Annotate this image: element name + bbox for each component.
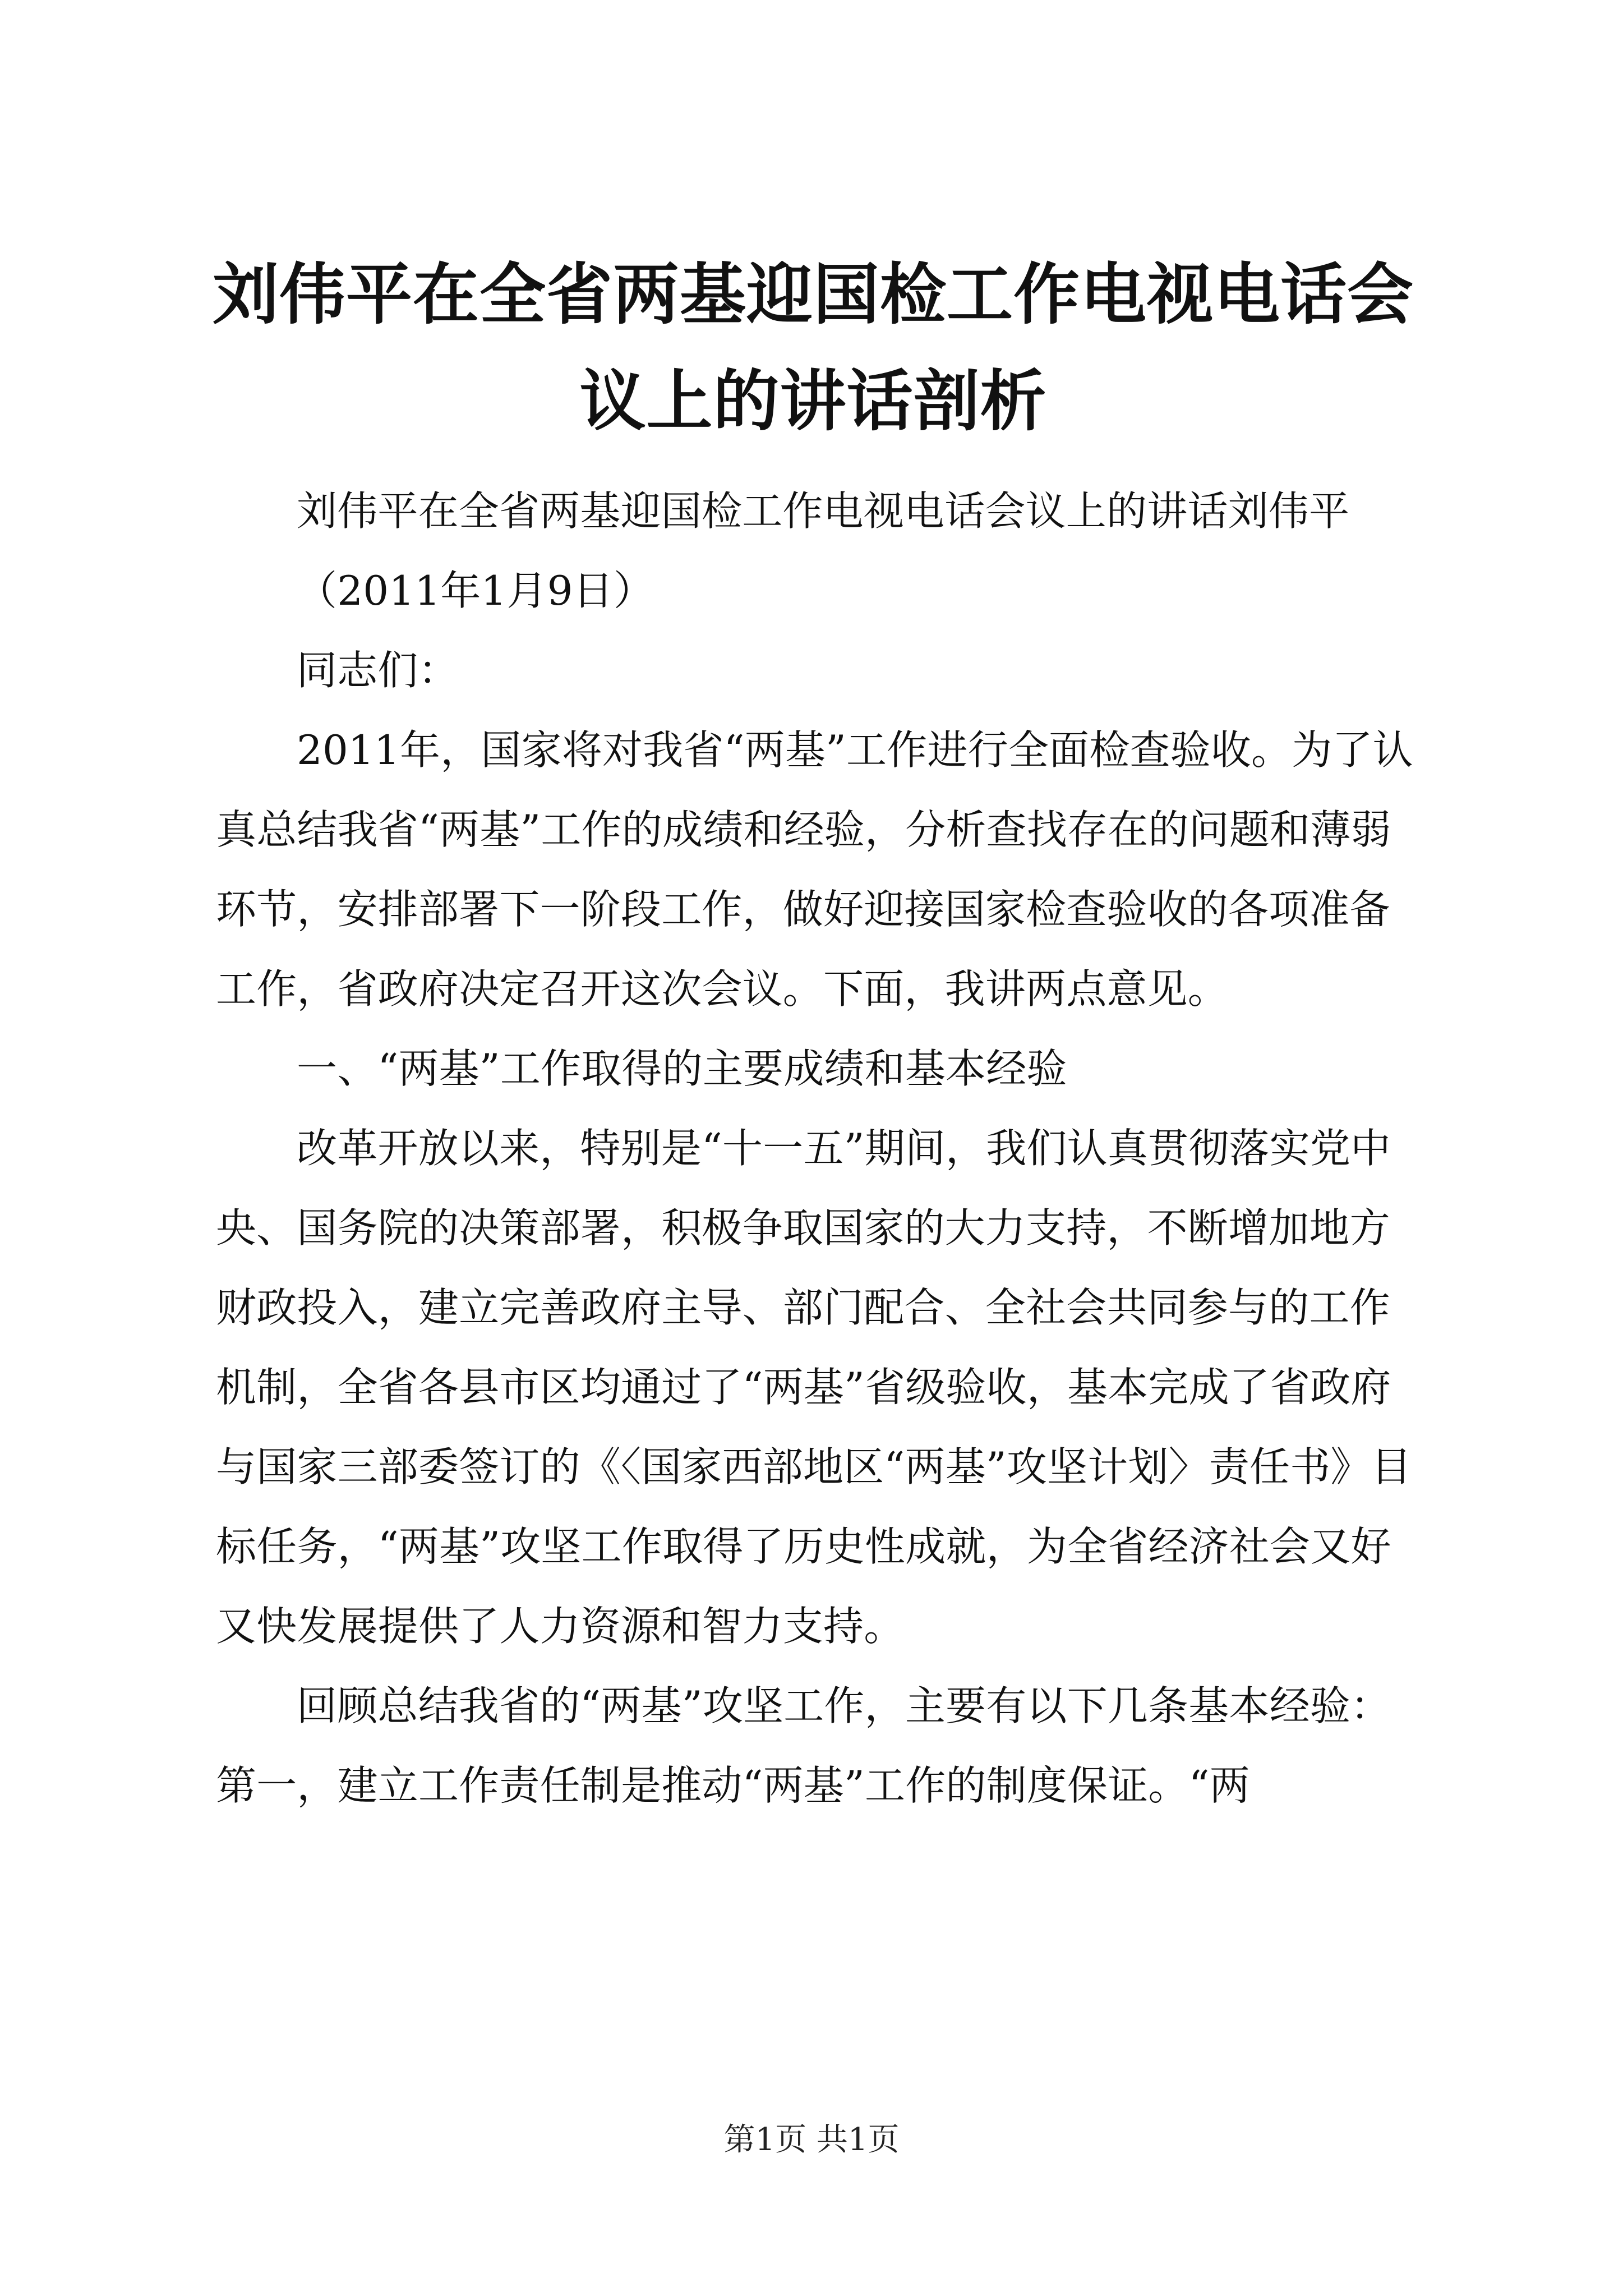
paragraph-salutation: 同志们： [297, 647, 459, 694]
document-body [216, 471, 1416, 1825]
paragraph-achievements: 改革开放以来，特别是“十一五”期间，我们认真贯彻落实党中央、国务院的决策部署，积极争取国家的大力支持，不断增加地方财政投入，建立完善政府主导、部门配合、全社会共同参与的工作机制，全省各县市区均通过了“两基”省级验收，基本完成了省政府与国家三部委签订的《〈国家西部地区“两基”攻坚计划〉责任书》目标任务，“两基”攻坚工作取得了历史性成就，为全省经济社会又好又快发展提供了人力资源和智力支持。 [216, 1125, 1412, 1650]
page-footer: 第1页 共1页 [723, 2122, 900, 2158]
paragraph-experience: 回顾总结我省的“两基”攻坚工作，主要有以下几条基本经验：第一，建立工作责任制是推动“两基”工作的制度保证。“两 [216, 1682, 1391, 1809]
paragraph-intro: 2011年，国家将对我省“两基”工作进行全面检查验收。为了认真总结我省“两基”工作的成绩和经验，分析查找存在的问题和薄弱环节，安排部署下一阶段工作，做好迎接国家检查验收的各项准备工作，省政府决定召开这次会议。下面，我讲两点意见。 [216, 726, 1413, 1013]
paragraph-speaker: 刘伟平在全省两基迎国检工作电视电话会议上的讲话刘伟平 [297, 487, 1350, 535]
paragraph-date: （2011年1月9日） [297, 567, 654, 614]
paragraph-section-heading: 一、“两基”工作取得的主要成绩和基本经验 [297, 1045, 1067, 1092]
document-title: 刘伟平在全省两基迎国检工作电视电话会议上的讲话剖析 [212, 255, 1414, 440]
